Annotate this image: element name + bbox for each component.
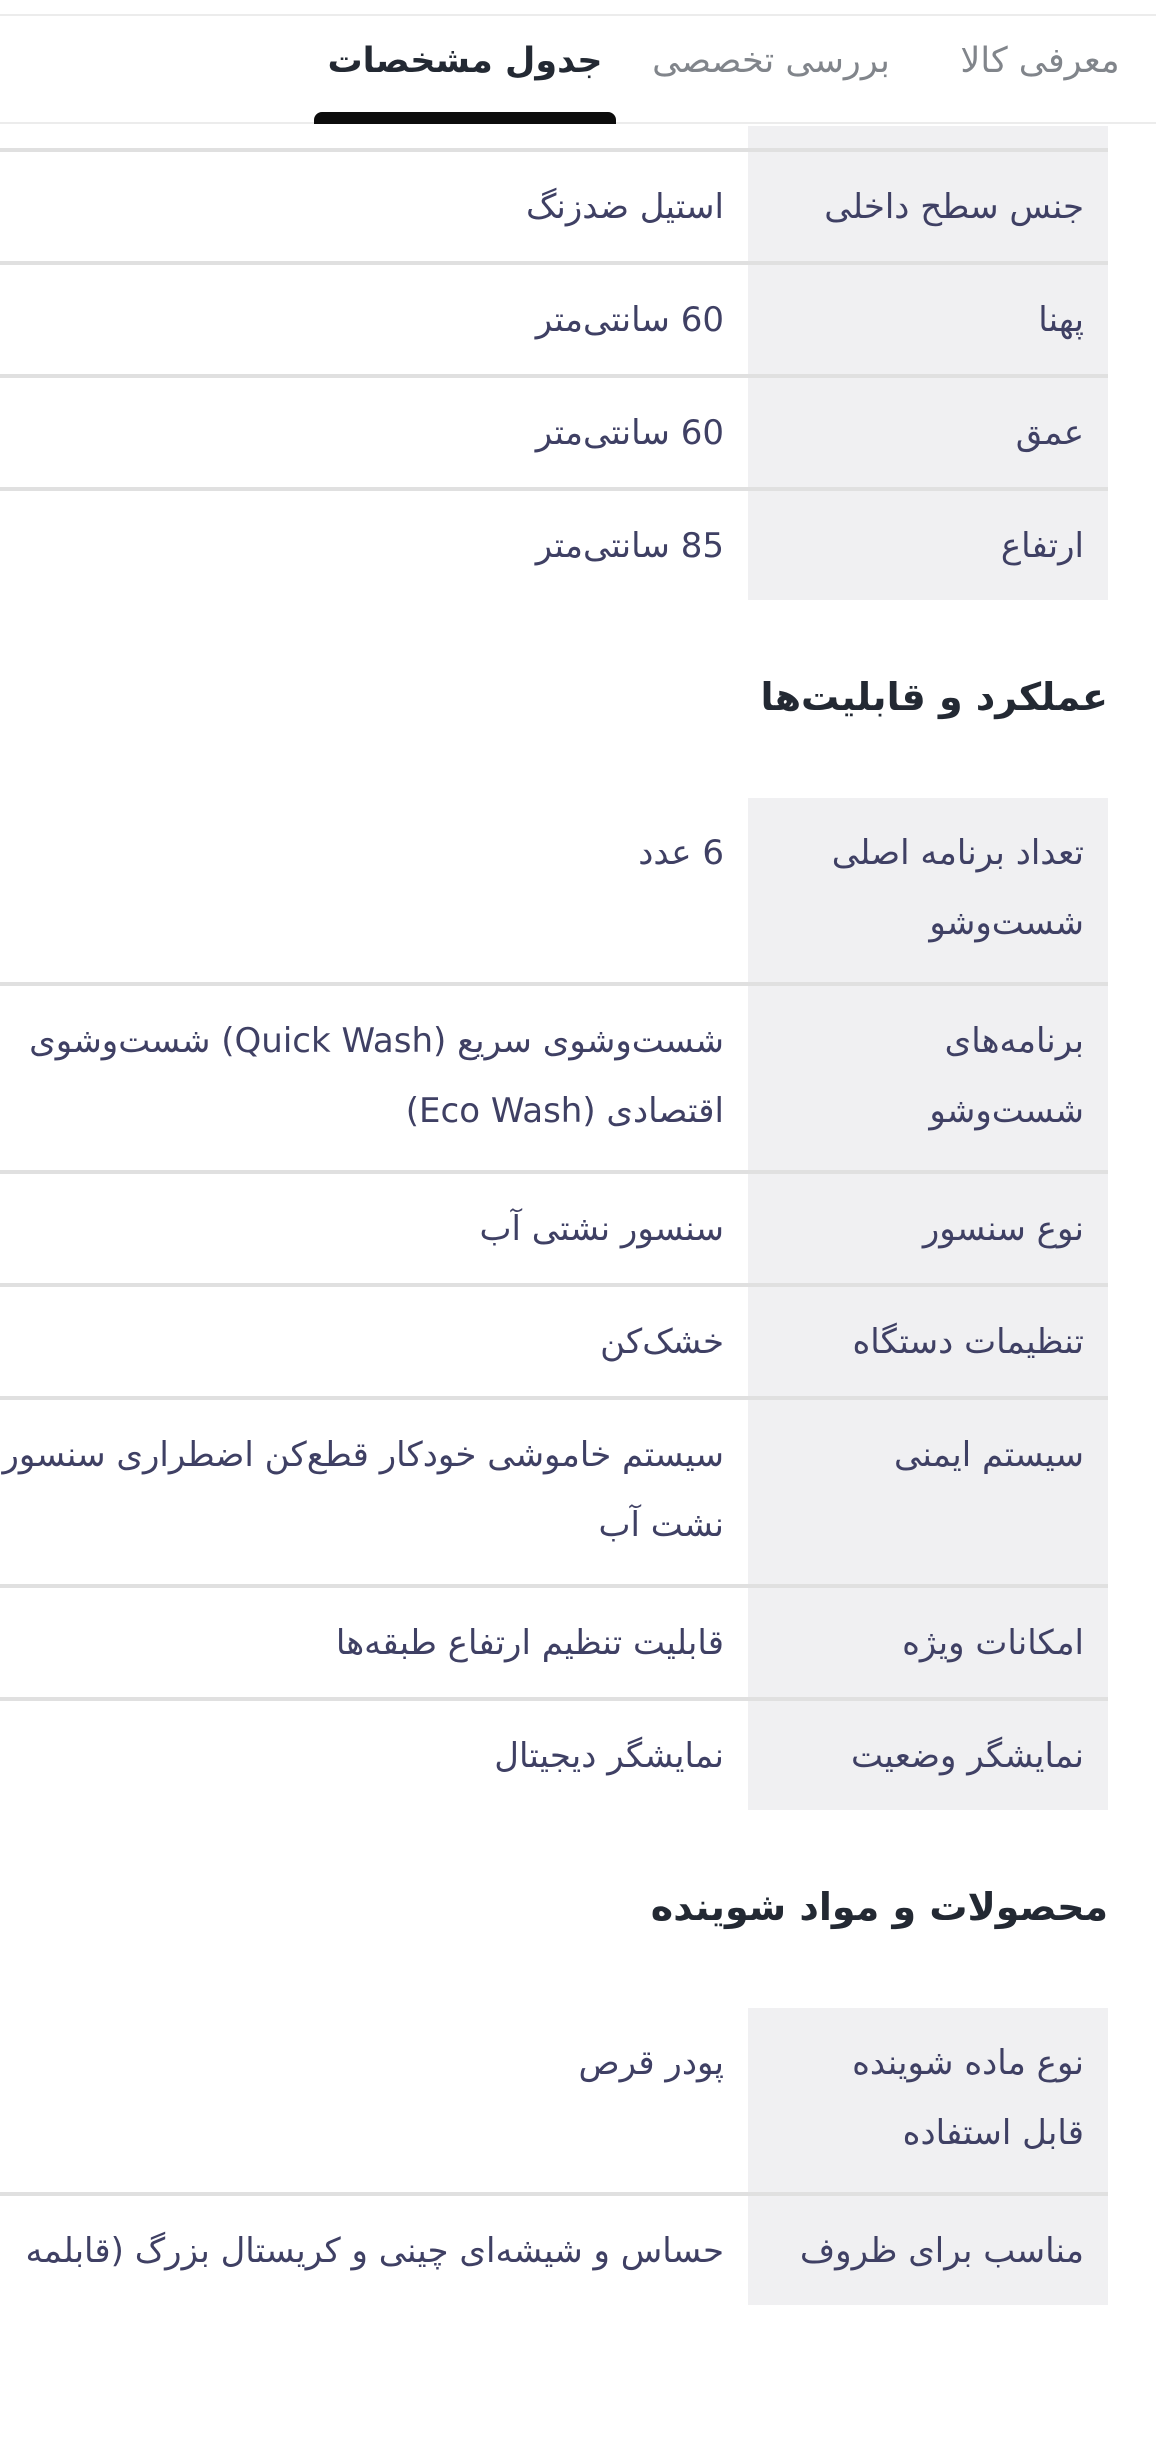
spec-table-detergents (0, 2008, 1108, 2305)
spec-key-text: عمق (1015, 413, 1084, 453)
table-row-key (748, 126, 1108, 148)
spec-key-text: تعداد برنامه اصلی (831, 833, 1084, 873)
table-row (0, 2196, 1108, 2305)
tab-specifications[interactable] (314, 16, 616, 124)
spec-value-text: 6 عدد (638, 833, 724, 873)
spec-value (0, 378, 748, 487)
spec-value-text: نشت آب (598, 1505, 724, 1545)
spec-value-text: اقتصادی (Eco Wash) (405, 1091, 724, 1131)
spec-key (748, 2008, 1108, 2192)
spec-value (0, 1287, 748, 1396)
spec-key-text: پهنا (1038, 300, 1084, 340)
spec-key (748, 1588, 1108, 1697)
spec-value-text: پودر قرص (578, 2043, 724, 2083)
spec-value-text: شست‌وشوی سریع (Quick Wash) شست‌وشوی (29, 1021, 724, 1061)
spec-value (0, 1174, 748, 1283)
spec-value-text: استیل ضدزنگ (525, 187, 724, 227)
table-row (0, 265, 1108, 378)
spec-key (748, 986, 1108, 1170)
spec-value-text: قابلیت تنظیم ارتفاع طبقه‌ها (335, 1623, 724, 1663)
table-row (0, 1588, 1108, 1701)
spec-key-text: نمایشگر وضعیت (851, 1736, 1084, 1776)
spec-key-text: امکانات ویژه (902, 1623, 1084, 1663)
spec-value-text: 60 سانتی‌متر (535, 300, 724, 340)
spec-value (0, 265, 748, 374)
tab-expert-review[interactable]: بررسی تخصصی (652, 41, 890, 81)
spec-key-text: سیستم ایمنی (894, 1435, 1084, 1475)
spec-key (748, 1701, 1108, 1810)
tab-bar (0, 14, 1156, 124)
spec-key (748, 378, 1108, 487)
spec-key-text: نوع ماده شوینده (852, 2043, 1084, 2083)
table-row (0, 986, 1108, 1174)
spec-key-text: شست‌وشو (929, 903, 1084, 943)
spec-key (748, 265, 1108, 374)
spec-key (748, 1400, 1108, 1584)
section-title-detergents: محصولات و مواد شوینده (650, 1885, 1108, 1929)
spec-key (748, 798, 1108, 982)
spec-key-text: قابل استفاده (902, 2113, 1084, 2153)
table-row (0, 152, 1108, 265)
tab-product-intro[interactable]: معرفی کالا (960, 41, 1120, 81)
tab-specifications-label: جدول مشخصات (327, 41, 603, 81)
spec-value-text: حساس و شیشه‌ای چینی و کریستال بزرگ (قابلمه (25, 2231, 724, 2271)
spec-key (748, 152, 1108, 261)
spec-value (0, 986, 748, 1170)
spec-key (748, 2196, 1108, 2305)
table-row (0, 1701, 1108, 1810)
table-row (0, 126, 1108, 152)
spec-key-text: نوع سنسور (922, 1209, 1084, 1249)
spec-value-text: 60 سانتی‌متر (535, 413, 724, 453)
spec-value-text: سنسور نشتی آب (479, 1209, 724, 1249)
spec-value (0, 2196, 748, 2305)
table-row (0, 1287, 1108, 1400)
spec-value (0, 491, 748, 600)
table-row (0, 798, 1108, 986)
spec-value-text: 85 سانتی‌متر (535, 526, 724, 566)
spec-value-text: سیستم خاموشی خودکار قطع‌کن اضطراری سنسور (2, 1435, 724, 1475)
table-row (0, 2008, 1108, 2196)
spec-value (0, 2008, 748, 2192)
spec-key-text: برنامه‌های (944, 1021, 1084, 1061)
spec-value (0, 1400, 748, 1584)
table-row (0, 1174, 1108, 1287)
spec-value-text: نمایشگر دیجیتال (494, 1736, 724, 1776)
spec-key-text: شست‌وشو (929, 1091, 1084, 1131)
table-row (0, 378, 1108, 491)
spec-key (748, 491, 1108, 600)
spec-value (0, 798, 748, 982)
spec-key-text: مناسب برای ظروف (799, 2231, 1084, 2271)
spec-key (748, 1174, 1108, 1283)
spec-key-text: جنس سطح داخلی (824, 187, 1084, 227)
table-row (0, 491, 1108, 600)
spec-value (0, 1701, 748, 1810)
spec-key-text: تنظیمات دستگاه (852, 1322, 1084, 1362)
spec-key (748, 1287, 1108, 1396)
spec-key-text: ارتفاع (1000, 526, 1084, 566)
table-row (0, 1400, 1108, 1588)
section-title-performance: عملکرد و قابلیت‌ها (760, 675, 1108, 719)
table-row-value (0, 126, 748, 148)
active-tab-indicator (314, 112, 616, 124)
spec-value (0, 1588, 748, 1697)
spec-table-performance (0, 798, 1108, 1810)
spec-table-dimensions (0, 126, 1108, 600)
spec-value-text: خشک‌کن (600, 1322, 724, 1362)
spec-value (0, 152, 748, 261)
